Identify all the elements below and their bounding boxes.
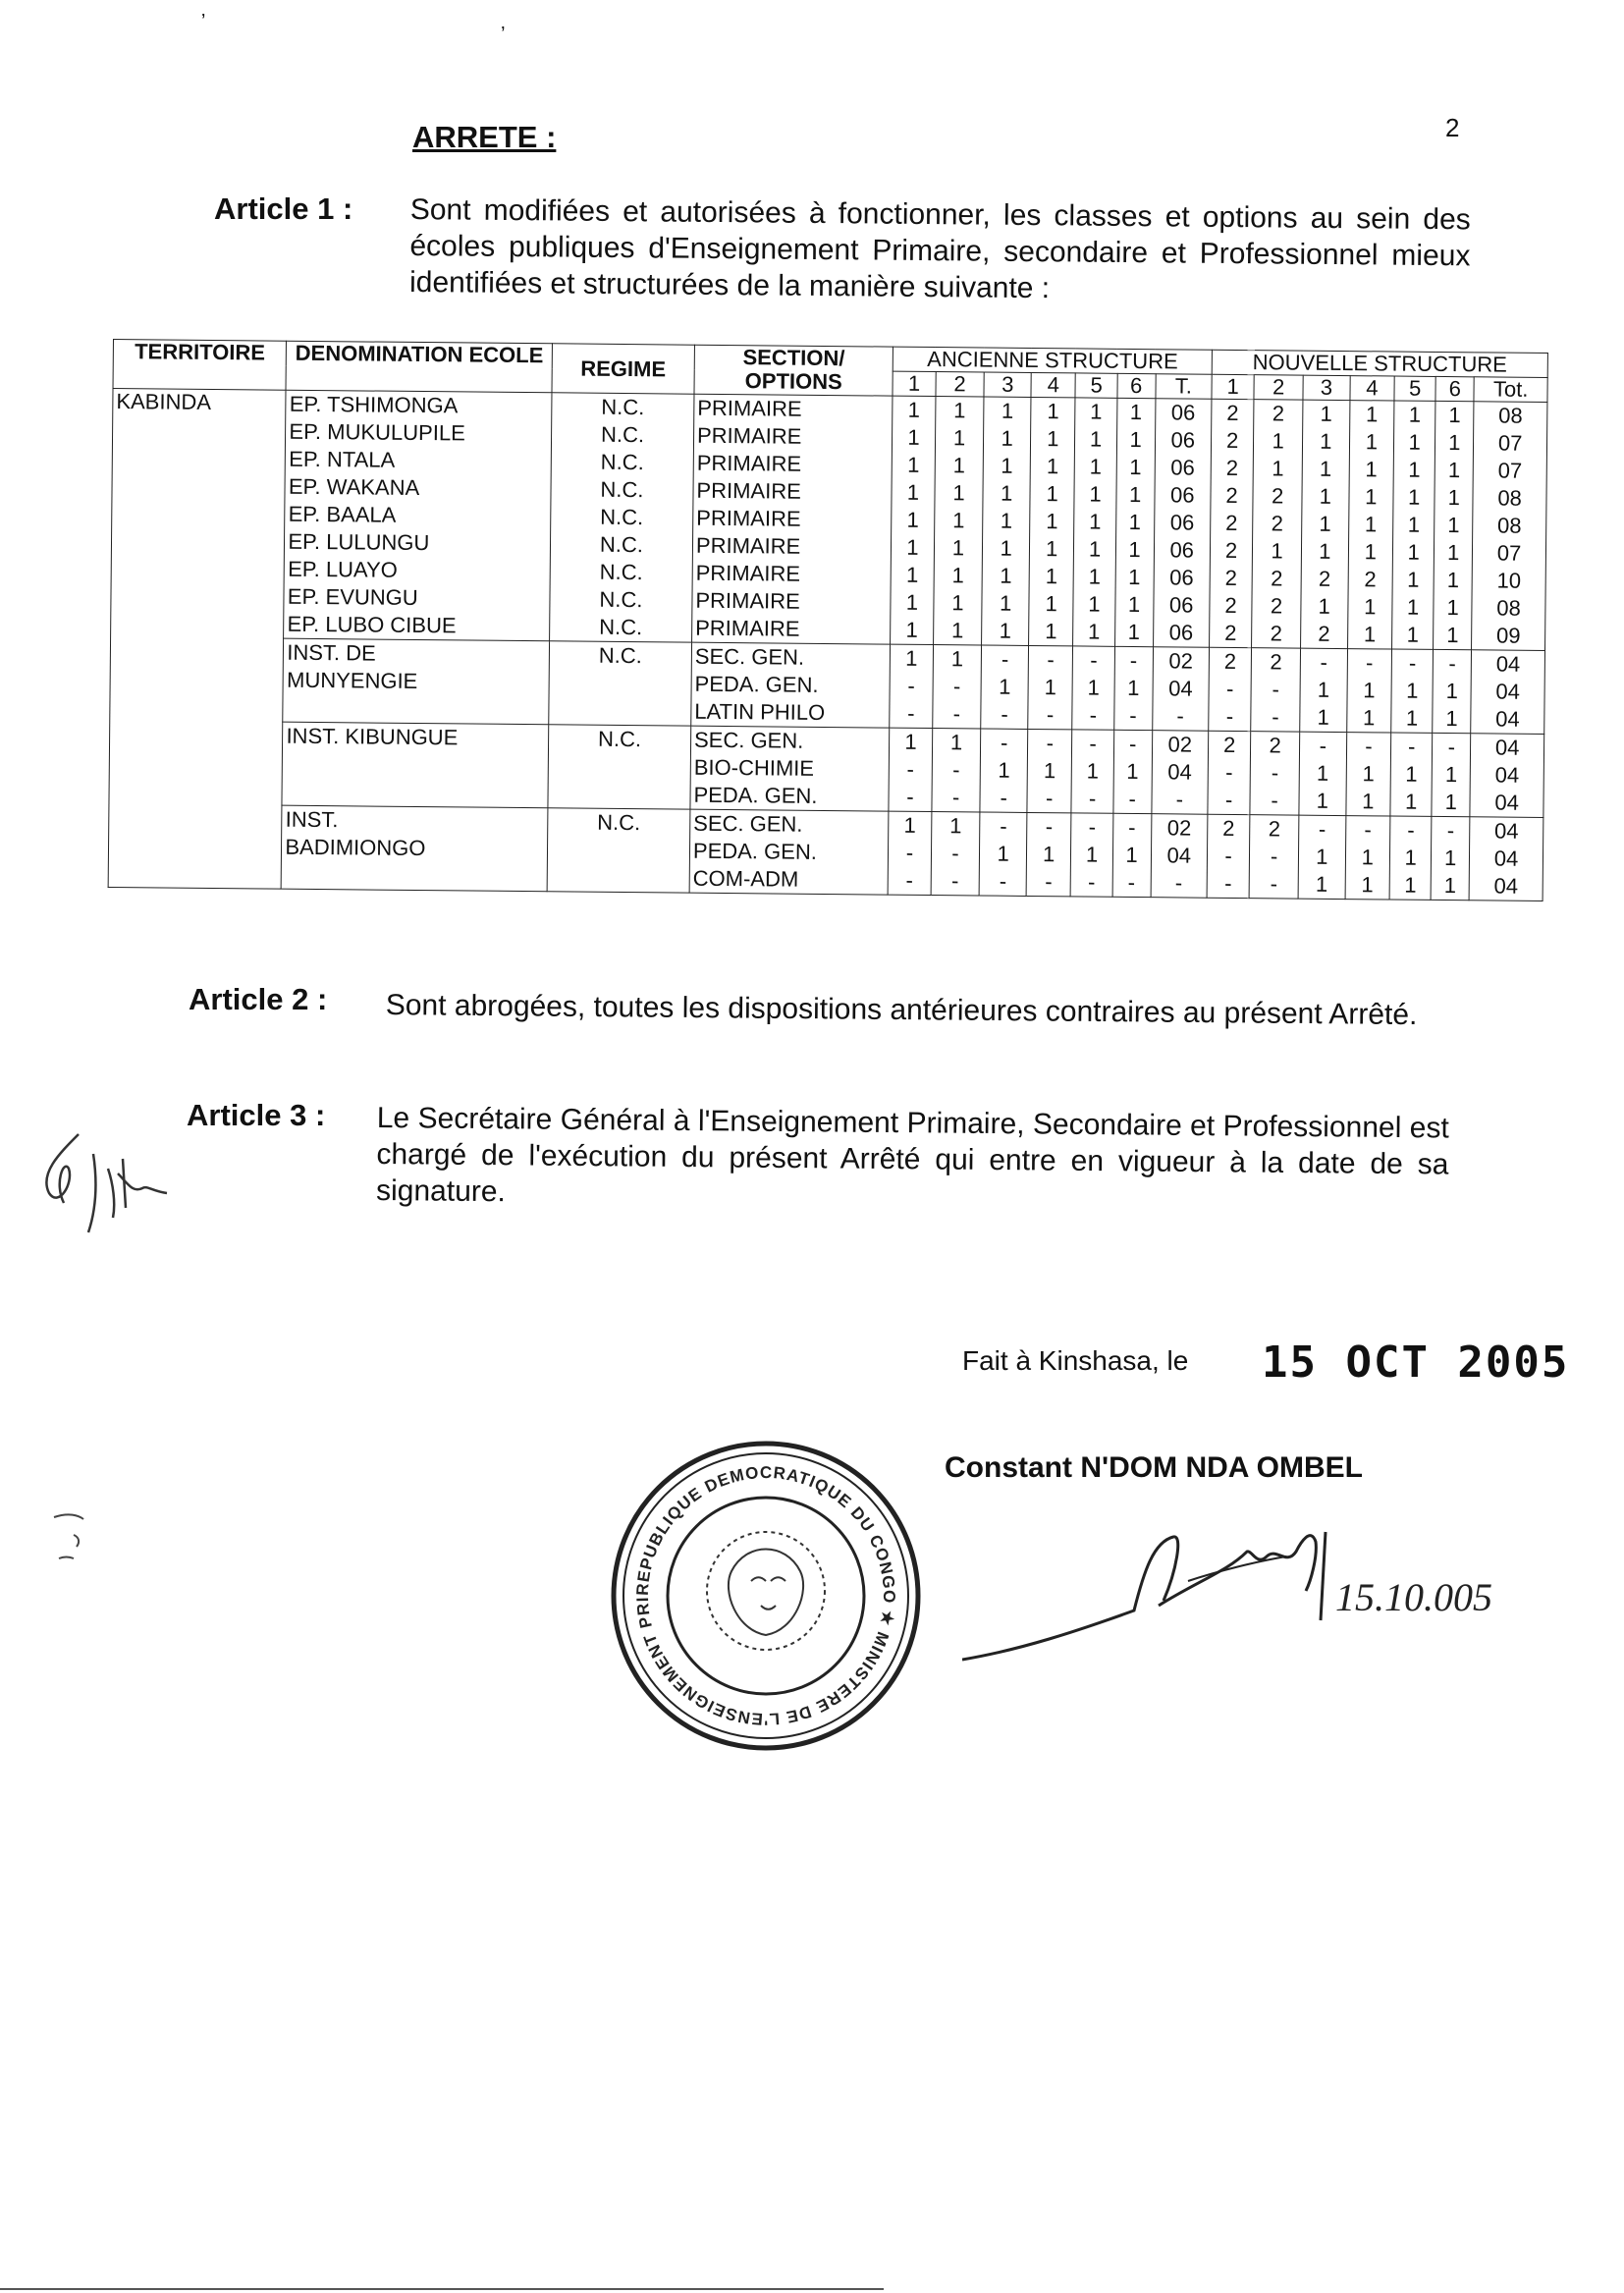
header-territoire: TERRITOIRE bbox=[113, 340, 287, 391]
ancienne-cell: - 1 - bbox=[1113, 646, 1153, 730]
header-nouvelle-col: 6 bbox=[1435, 376, 1474, 401]
nouvelle-cell: 2 1 1 2 2 1 2 2 2 bbox=[1252, 400, 1303, 648]
official-seal bbox=[604, 1434, 928, 1758]
ancienne-cell: - 1 - bbox=[1028, 645, 1073, 729]
header-nouvelle-col: 2 bbox=[1254, 375, 1303, 400]
nouvelle-cell: - 1 1 bbox=[1345, 816, 1390, 900]
ancienne-cell: - 1 - bbox=[981, 645, 1028, 729]
header-ancienne-col: T. bbox=[1156, 374, 1213, 400]
ancienne-cell: - 1 - bbox=[1072, 646, 1114, 730]
header-nouvelle-col: 1 bbox=[1212, 374, 1255, 399]
ancienne-cell: - 1 - bbox=[1071, 813, 1113, 897]
header-nouvelle-col: 4 bbox=[1350, 376, 1395, 401]
ancienne-cell: 1 - - bbox=[931, 812, 981, 896]
schools-table bbox=[108, 339, 1548, 901]
section-cell: SEC. GEN. BIO-CHIMIE PEDA. GEN. bbox=[690, 726, 890, 811]
ancienne-cell: 02 04 - bbox=[1151, 814, 1208, 899]
nouvelle-cell: - 1 1 bbox=[1346, 733, 1391, 816]
ancienne-cell: 1 - - bbox=[932, 645, 982, 729]
header-ancienne-col: 3 bbox=[984, 372, 1031, 397]
nouvelle-cell: - 1 1 bbox=[1391, 649, 1434, 733]
ancienne-cell: 1 1 1 1 1 1 1 1 1 bbox=[982, 397, 1031, 645]
section-cell: SEC. GEN. PEDA. GEN. LATIN PHILO bbox=[691, 642, 891, 728]
nouvelle-cell: - 1 1 bbox=[1389, 816, 1432, 900]
ancienne-cell: - 1 - bbox=[1113, 730, 1153, 813]
header-ancienne-structure: ANCIENNE STRUCTURE bbox=[893, 347, 1213, 374]
header-section: SECTION/ OPTIONS bbox=[694, 345, 893, 396]
nouvelle-cell: 04 04 04 bbox=[1471, 650, 1545, 735]
header-denomination: DENOMINATION ECOLE bbox=[286, 341, 552, 393]
header-ancienne-col: 2 bbox=[936, 372, 985, 397]
nouvelle-cell: - 1 1 bbox=[1300, 648, 1347, 732]
bottom-rule bbox=[0, 2288, 884, 2290]
nouvelle-cell: 2 - - bbox=[1249, 815, 1299, 899]
nouvelle-cell: - 1 1 bbox=[1346, 649, 1391, 733]
ecole-cell: EP. TSHIMONGA EP. MUKULUPILE EP. NTALA EP. WAKANA EP. BAALA EP. LULUNGU EP. LUAYO EP. EVUNGU EP. LUBO CIBUE bbox=[284, 390, 552, 641]
nouvelle-cell: 1 1 1 1 1 1 1 1 1 bbox=[1392, 401, 1436, 649]
article-2-text: Sont abrogées, toutes les dispositions antérieures contraires au présent Arrêté. bbox=[385, 988, 1418, 1032]
ancienne-cell: 1 - - bbox=[889, 728, 932, 811]
schools-table-wrapper bbox=[108, 339, 1548, 901]
seal-emblem-icon bbox=[707, 1532, 825, 1650]
section-cell: SEC. GEN. PEDA. GEN. COM-ADM bbox=[689, 809, 889, 895]
nouvelle-cell: 2 - - bbox=[1209, 647, 1252, 731]
signature-date: 15.10.005 bbox=[1335, 1575, 1492, 1619]
header-nouvelle-col: Tot. bbox=[1474, 377, 1547, 403]
ancienne-cell: - 1 - bbox=[1026, 812, 1071, 896]
ancienne-cell: 1 1 1 1 1 1 1 1 1 bbox=[1073, 398, 1117, 646]
header-nouvelle-col: 5 bbox=[1394, 376, 1435, 401]
nouvelle-cell: - 1 1 bbox=[1432, 733, 1471, 816]
ecole-cell: INST. BADIMIONGO bbox=[282, 805, 548, 892]
nouvelle-cell: 2 - - bbox=[1207, 814, 1250, 898]
date-stamp: 15 OCT 2005 bbox=[1262, 1338, 1570, 1388]
table-body bbox=[108, 389, 1547, 901]
header-ancienne-col: 6 bbox=[1117, 373, 1156, 398]
territoire-cell: KABINDA bbox=[108, 389, 286, 890]
ancienne-cell: 02 04 - bbox=[1152, 731, 1209, 815]
seal-text: REPUBLIQUE DEMOCRATIQUE DU CONGO ★ MINISTERE DE L'ENSEIGNEMENT PRI bbox=[632, 1462, 899, 1729]
ancienne-cell: 1 1 1 1 1 1 1 1 1 bbox=[933, 397, 984, 645]
regime-cell: N.C. bbox=[547, 808, 690, 893]
section-cell: PRIMAIRE PRIMAIRE PRIMAIRE PRIMAIRE PRIMAIRE PRIMAIRE PRIMAIRE PRIMAIRE PRIMAIRE bbox=[692, 394, 893, 644]
ancienne-cell: - 1 - bbox=[980, 729, 1027, 812]
ancienne-cell: 1 1 1 1 1 1 1 1 1 bbox=[1029, 397, 1076, 645]
nouvelle-cell: - 1 1 bbox=[1431, 816, 1470, 900]
signatory-name: Constant N'DOM NDA OMBEL bbox=[945, 1451, 1363, 1484]
table-row bbox=[108, 803, 1543, 901]
article-1-label: Article 1 : bbox=[214, 191, 353, 226]
ecole-cell: INST. KIBUNGUE bbox=[282, 722, 548, 808]
article-3-text: Le Secrétaire Général à l'Enseignement Primaire, Secondaire et Professionnel est chargé de l'exécution du présent Arrêté qui entre en vigueur à la date de sa signature. bbox=[375, 1101, 1449, 1209]
article-1-text: Sont modifiées et autorisées à fonctionner, les classes et options au sein des écoles publiques d'Enseignement Primaire, secondaire et Professionnel mieux identifiées et structurées de la manière suivante : bbox=[408, 192, 1471, 305]
ancienne-cell: - 1 - bbox=[1027, 729, 1072, 812]
nouvelle-cell: 2 - - bbox=[1208, 731, 1251, 814]
header-ancienne-col: 4 bbox=[1031, 372, 1076, 397]
ancienne-cell: - 1 - bbox=[1112, 813, 1152, 897]
ancienne-cell: 02 04 - bbox=[1152, 647, 1209, 732]
document-heading: ARRETE : bbox=[412, 120, 557, 154]
nouvelle-cell: - 1 1 bbox=[1299, 732, 1346, 815]
regime-cell: N.C. N.C. N.C. N.C. N.C. N.C. N.C. N.C. N.C. bbox=[550, 393, 694, 642]
nouvelle-cell: - 1 1 bbox=[1433, 649, 1472, 733]
nouvelle-cell: 04 04 04 bbox=[1470, 734, 1544, 818]
regime-cell: N.C. bbox=[548, 725, 691, 809]
ancienne-cell: 1 - - bbox=[890, 644, 933, 728]
nouvelle-cell: 2 - - bbox=[1251, 648, 1301, 732]
scan-specks: ʼ , bbox=[201, 12, 507, 33]
nouvelle-cell: 04 04 04 bbox=[1469, 817, 1543, 901]
header-ancienne-col: 1 bbox=[893, 371, 936, 396]
ancienne-cell: - 1 - bbox=[979, 812, 1026, 896]
nouvelle-cell: 1 1 1 1 1 1 2 1 1 bbox=[1347, 401, 1394, 649]
article-3-label: Article 3 : bbox=[187, 1098, 326, 1132]
ancienne-cell: 1 1 1 1 1 1 1 1 1 bbox=[891, 396, 936, 644]
margin-mark bbox=[49, 1507, 108, 1566]
regime-cell: N.C. bbox=[549, 641, 692, 726]
nouvelle-cell: 2 - - bbox=[1250, 732, 1300, 815]
initials-mark bbox=[20, 1115, 196, 1252]
nouvelle-cell: 2 2 2 2 2 2 2 2 2 bbox=[1209, 399, 1254, 647]
header-regime: REGIME bbox=[552, 344, 694, 394]
nouvelle-cell: - 1 1 bbox=[1298, 815, 1345, 899]
ancienne-cell: 06 06 06 06 06 06 06 06 06 bbox=[1153, 399, 1212, 648]
table-row bbox=[111, 389, 1547, 651]
svg-text:REPUBLIQUE DEMOCRATIQUE DU CON bbox=[604, 1434, 898, 1728]
handwritten-signature bbox=[962, 1512, 1492, 1669]
header-ancienne-col: 5 bbox=[1075, 373, 1116, 398]
table-row bbox=[109, 720, 1544, 817]
ancienne-cell: 1 - - bbox=[888, 811, 931, 895]
nouvelle-cell: - 1 1 bbox=[1390, 733, 1433, 816]
header-nouvelle-col: 3 bbox=[1303, 375, 1350, 400]
nouvelle-cell: 08 07 07 08 08 07 10 08 09 bbox=[1472, 402, 1547, 651]
ancienne-cell: 1 - - bbox=[932, 729, 982, 812]
place-text: Fait à Kinshasa, le bbox=[962, 1345, 1189, 1376]
ancienne-cell: 1 1 1 1 1 1 1 1 1 bbox=[1114, 398, 1155, 646]
article-2-label: Article 2 : bbox=[189, 982, 328, 1016]
header-nouvelle-structure: NOUVELLE STRUCTURE bbox=[1212, 350, 1547, 377]
table-row bbox=[110, 636, 1545, 734]
ancienne-cell: - 1 - bbox=[1071, 730, 1113, 813]
ecole-cell: INST. DE MUNYENGIE bbox=[283, 638, 549, 725]
nouvelle-cell: 1 1 1 1 1 1 2 1 2 bbox=[1301, 400, 1350, 648]
nouvelle-cell: 1 1 1 1 1 1 1 1 1 bbox=[1434, 401, 1474, 649]
page-number: 2 bbox=[1445, 113, 1460, 142]
